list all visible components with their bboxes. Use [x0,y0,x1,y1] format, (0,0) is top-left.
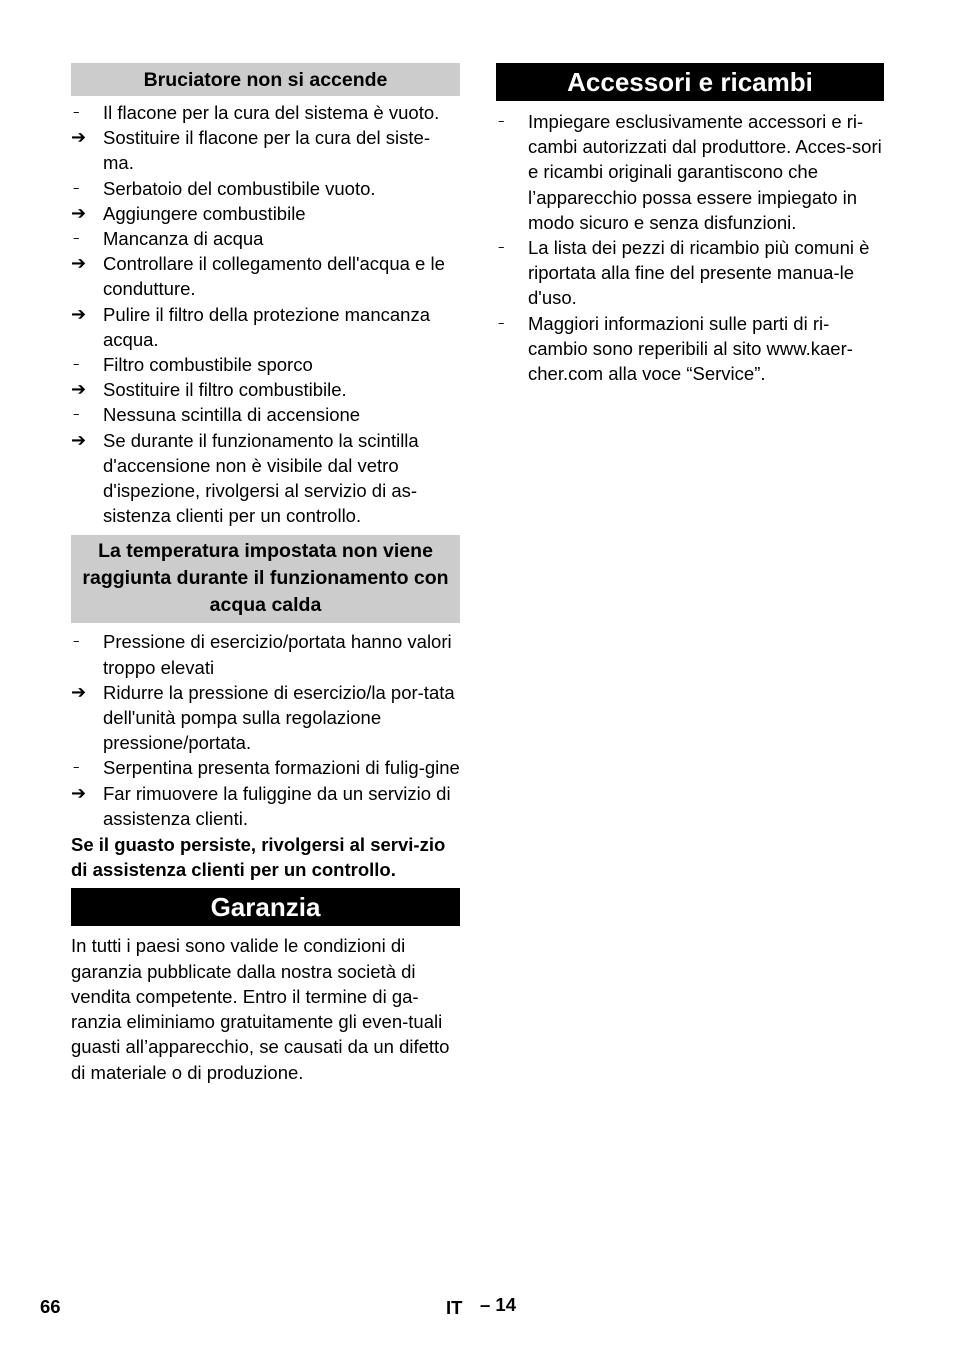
section-heading-temperature: La temperatura impostata non viene raggiunta durante il funzionamento con acqua calda [71,535,460,623]
list-item-text: Impiegare esclusivamente accessori e ri-cambi autorizzati dal produttore. Acces-sori e ricambi originali garantiscono che l’apparecchio possa essere impiegato in modo sicuro e senza disfunzioni. [528,111,882,233]
list-item [71,680,460,756]
list-item [71,251,460,301]
arrow-right-icon: ➔ [71,253,87,275]
troubleshooting-list-temperature [71,629,460,831]
dash-bullet-icon: – [73,760,80,776]
arrow-right-icon: ➔ [71,782,87,804]
list-item [71,402,460,427]
list-item [71,755,460,780]
section-heading-warranty: Garanzia [71,888,460,926]
dash-bullet-icon: – [498,114,505,129]
troubleshooting-list-burner [71,100,460,528]
list-item [71,352,460,377]
list-item [496,235,884,311]
list-item [71,428,460,529]
list-item [71,629,460,679]
list-item-text: Sostituire il flacone per la cura del siste-ma. [103,127,430,174]
language-code: IT [446,1297,463,1318]
list-item-text: Serbatoio del combustibile vuoto. [103,177,376,199]
section-page-number: – 14 [480,1294,517,1315]
list-item [71,100,460,125]
list-item-text: Far rimuovere la fuliggine da un servizio di assistenza clienti. [103,782,451,829]
dash-bullet-icon: – [498,315,505,331]
warranty-paragraph: In tutti i paesi sono valide le condizioni di garanzia pubblicate dalla nostra società di vendita competente. Entro il termine di ga-ranzia eliminiamo gratuitamente gli even-tuali guasti all’apparecchio, se causati da un difetto di materiale o di produzione. [71,935,450,1083]
list-item [496,109,884,235]
list-item-text: La lista dei pezzi di ricambio più comuni è riportata alla fine del presente manua-le d'uso. [528,237,870,309]
section-heading-accessories: Accessori e ricambi [496,63,884,101]
dash-bullet-icon: – [73,105,80,120]
list-item-text: Nessuna scintilla di accensione [103,404,361,426]
arrow-right-icon: ➔ [71,429,87,451]
right-column [496,63,884,386]
dash-bullet-icon: – [73,357,80,373]
list-item-text: Controllare il collegamento dell'acqua e le condutture. [103,253,445,300]
accessories-list [496,109,884,386]
list-item [71,176,460,201]
persistent-fault-note: Se il guasto persiste, rivolgersi al servi-zio di assistenza clienti per un controllo. [71,834,446,881]
list-item-text: Se durante il funzionamento la scintilla d'accensione non è visibile dal vetro d'ispezione, rivolgersi al servizio di as-sistenza clienti per un controllo. [103,429,419,527]
arrow-right-icon: ➔ [71,681,87,703]
list-item [71,125,460,175]
dash-bullet-icon: – [498,240,505,256]
list-item-text: Ridurre la pressione di esercizio/la por-tata dell'unità pompa sulla regolazione pressione/portata. [103,681,455,754]
list-item [71,302,460,352]
left-column [71,63,460,1085]
dash-bullet-icon: – [73,180,80,196]
list-item-text: Serpentina presenta formazioni di fulig-gine [103,757,460,779]
arrow-right-icon: ➔ [71,127,87,149]
arrow-right-icon: ➔ [71,303,87,325]
list-item [71,226,460,251]
page-number: 66 [40,1296,61,1317]
list-item-text: Aggiungere combustibile [103,202,306,224]
list-item [71,377,460,402]
list-item-text: Maggiori informazioni sulle parti di ri-cambio sono reperibili al sito www.kaer-cher.com alla voce “Service”. [528,312,853,385]
list-item [496,311,884,387]
dash-bullet-icon: – [73,407,80,423]
list-item-text: Filtro combustibile sporco [103,354,313,376]
dash-bullet-icon: – [73,634,80,650]
dash-bullet-icon: – [73,231,80,247]
arrow-right-icon: ➔ [71,379,87,401]
section-heading-burner: Bruciatore non si accende [71,63,460,96]
list-item-text: Sostituire il filtro combustibile. [103,379,347,401]
list-item-text: Pulire il filtro della protezione mancanza acqua. [103,303,431,350]
list-item [71,201,460,226]
list-item-text: Pressione di esercizio/portata hanno valori troppo elevati [103,631,452,678]
list-item-text: Il flacone per la cura del sistema è vuoto. [103,102,440,123]
list-item-text: Mancanza di acqua [103,228,264,250]
arrow-right-icon: ➔ [71,202,87,224]
list-item [71,781,460,831]
